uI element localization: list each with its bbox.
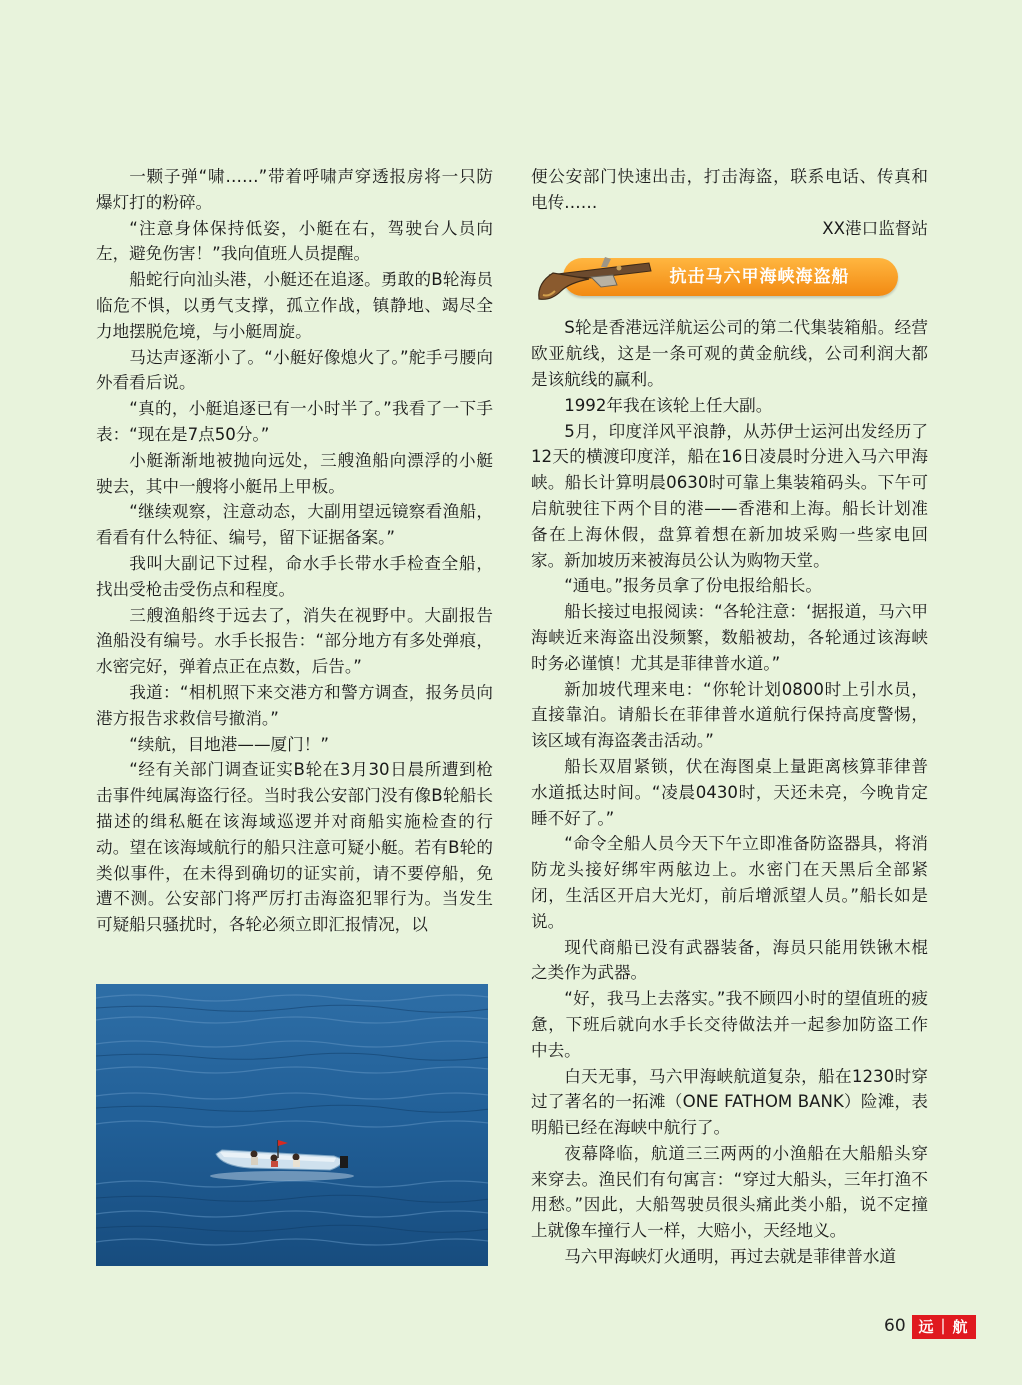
paragraph: S轮是香港远洋航运公司的第二代集装箱船。经营欧亚航线，这是一条可观的黄金航线，公司利润大都是该航线的赢利。 bbox=[531, 318, 928, 389]
section-title: 抗击马六甲海峡海盗船 bbox=[669, 267, 850, 288]
paragraph: 小艇渐渐地被抛向远处，三艘渔船向漂浮的小艇驶去，其中一艘将小艇吊上甲板。 bbox=[96, 450, 493, 496]
paragraph: “经有关部门调查证实B轮在3月30日晨所遭到枪击事件纯属海盗行径。当时我公安部门没有像B轮船长描述的缉私艇在该海域巡逻并对商船实施检查的行动。望在该海域航行的船只注意可疑小艇。若有B轮的类似事件，在未得到确切的证实前，请不要停船，免遭不测。公安部门将严厉打击海盗犯罪行为。当发生可疑船只骚扰时，各轮必须立即汇报情况，以 bbox=[96, 760, 493, 935]
paragraph: 现代商船已没有武器装备，海员只能用铁锹木棍之类作为武器。 bbox=[531, 937, 928, 983]
paragraph: 船长接过电报阅读：“各轮注意：‘据报道，马六甲海峡近来海盗出没频繁，数船被劫，各轮通过该海峡时务必谨慎！尤其是菲律普水道。” bbox=[531, 602, 928, 673]
paragraph: 船长双眉紧锁，伏在海图桌上量距离核算菲律普水道抵达时间。“凌晨0430时，天还未亮，今晚肯定睡不好了。” bbox=[531, 756, 928, 828]
paragraph: “命令全船人员今天下午立即准备防盗器具，将消防龙头接好绑牢两舷边上。水密门在天黑后全部紧闭，生活区开启大光灯，前后增派望人员。”船长如是说。 bbox=[531, 834, 928, 931]
paragraph: 三艘渔船终于远去了，消失在视野中。大副报告渔船没有编号。水手长报告：“部分地方有多处弹痕，水密完好，弹着点正在点数，后告。” bbox=[96, 605, 493, 677]
page-number: 60 bbox=[884, 1316, 906, 1336]
paragraph: 5月，印度洋风平浪静，从苏伊士运河出发经历了12天的横渡印度洋，船在16日凌晨时分进入马六甲海峡。船长计算明晨0630时可靠上集装箱码头。下午可启航驶往下两个目的港——香港和上海。船长计划准备在上海休假，盘算着想在新加坡采购一些家电回家。新加坡历来被海员公认为购物天堂。 bbox=[531, 421, 928, 570]
paragraph: “通电。”报务员拿了份电报给船长。 bbox=[564, 576, 822, 596]
paragraph: 马六甲海峡灯火通明，再过去就是菲律普水道 bbox=[564, 1247, 897, 1267]
left-column bbox=[96, 164, 493, 938]
magazine-logo: 远｜航 bbox=[912, 1315, 976, 1339]
paragraph: 白天无事，马六甲海峡航道复杂，船在1230时穿过了著名的一拓滩（ONE FATHOM BANK）险滩，表明船已经在海峡中航行了。 bbox=[531, 1066, 928, 1138]
paragraph: 一颗子弹“啸……”带着呼啸声穿透报房将一只防爆灯打的粉碎。 bbox=[96, 167, 493, 212]
paragraph: 船蛇行向汕头港，小艇还在追逐。勇敢的B轮海员临危不惧，以勇气支撑，孤立作战，镇静地、竭尽全力地摆脱危境，与小艇周旋。 bbox=[96, 270, 493, 341]
paragraph-continuation: 便公安部门快速出击，打击海盗，联系电话、传真和电传…… bbox=[531, 167, 928, 212]
signature: XX港口监督站 bbox=[822, 218, 928, 238]
paragraph: 我道：“相机照下来交港方和警方调查，报务员向港方报告求救信号撤消。” bbox=[96, 682, 493, 728]
paragraph: “好，我马上去落实。”我不顾四小时的望值班的疲惫，下班后就向水手长交待做法并一起参加防盗工作中去。 bbox=[531, 989, 928, 1060]
right-column bbox=[531, 164, 928, 1270]
paragraph: “注意身体保持低姿，小艇在右，驾驶台人员向左，避免伤害！”我向值班人员提醒。 bbox=[96, 218, 493, 264]
section-header bbox=[531, 247, 928, 305]
paragraph: 1992年我在该轮上任大副。 bbox=[564, 395, 773, 415]
paragraph: “续航，目地港——厦门！” bbox=[129, 734, 329, 754]
paragraph: 新加坡代理来电：“你轮计划0800时上引水员，直接靠泊。请船长在菲律普水道航行保持高度警惕，该区域有海盗袭击活动。” bbox=[531, 679, 928, 751]
paragraph: 夜幕降临，航道三三两两的小渔船在大船船头穿来穿去。渔民们有句寓言：“穿过大船头，三年打渔不用愁。”因此，大船驾驶员很头痛此类小船，说不定撞上就像车撞行人一样，大赔小，天经地义。 bbox=[531, 1143, 928, 1241]
sea-boat-photo bbox=[96, 984, 488, 1266]
paragraph: “真的，小艇追逐已有一小时半了。”我看了一下手表：“现在是7点50分。” bbox=[96, 399, 493, 444]
paragraph: 我叫大副记下过程，命水手长带水手检查全船，找出受枪击受伤点和程度。 bbox=[96, 553, 493, 599]
paragraph: “继续观察，注意动态，大副用望远镜察看渔船，看看有什么特征、编号，留下证据备案。” bbox=[96, 502, 493, 548]
paragraph: 马达声逐渐小了。“小艇好像熄火了。”舵手弓腰向外看看后说。 bbox=[96, 347, 493, 393]
